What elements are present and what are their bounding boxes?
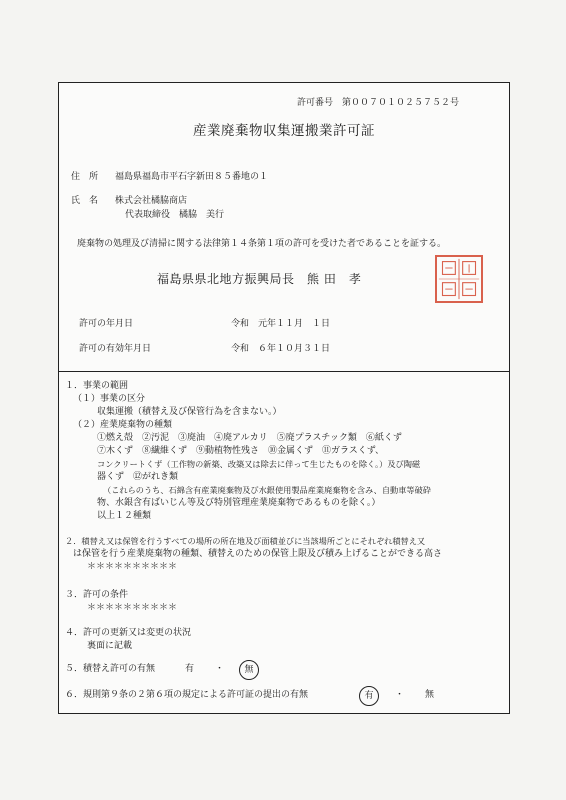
waste-types-note-2: 物、水銀含有ばいじん等及び特別管理産業廃棄物であるものを除く。） [97,498,381,508]
section6-no: 無 [425,690,435,700]
section5-heading: ５．積替え許可の有無 [65,664,156,674]
waste-types-total: 以上１２種類 [97,511,152,521]
address-value: 福島県福島市平石字新田８５番地の１ [115,172,269,182]
section3-heading: ３．許可の条件 [65,590,129,600]
address-label: 住 所 [71,172,99,182]
permit-date-label: 許可の年月日 [79,319,134,329]
section4-heading: ４．許可の更新又は変更の状況 [65,628,192,638]
section6-yes-circled: 有 [359,686,379,706]
representative-name: 代表取締役 橘脇 美行 [125,210,225,220]
section2-line-1: ２．積替え又は保管を行うすべての場所の所在地及び面積並びに当該場所ごとにそれぞれ積替え又 [65,536,426,546]
waste-types-note-1: （これらのうち、石綿含有産業廃棄物及び水銀使用製品産業廃棄物を含み、自動車等破砕 [103,485,431,495]
division-label: （１）事業の区分 [73,394,146,404]
section6-heading: ６．規則第９条の２第６項の規定による許可証の提出の有無 [65,690,309,700]
waste-types-line-1: ①燃え殻 ②汚泥 ③廃油 ④廃アルカリ ⑤廃プラスチック類 ⑥紙くず [97,433,402,443]
section2-value: ＊＊＊＊＊＊＊＊＊＊ [87,562,178,572]
waste-types-label: （２）産業廃棄物の種類 [73,420,173,430]
official-seal [435,255,483,303]
section2-line-2: は保管を行う産業廃棄物の種類、積替えのための保管上限及び積み上げることができる高さ [73,549,443,559]
division-value: 収集運搬（積替え及び保管行為を含まない。） [97,407,282,417]
waste-types-line-4: 器くず ⑫がれき類 [97,472,179,482]
section5-dot: ・ [215,664,225,674]
section3-value: ＊＊＊＊＊＊＊＊＊＊ [87,603,178,613]
waste-types-line-2: ⑦木くず ⑧繊維くず ⑨動植物性残さ ⑩金属くず ⑪ガラスくず、 [97,446,385,456]
company-name: 株式会社橘脇商店 [115,196,188,206]
certification-text: 廃棄物の処理及び清掃に関する法律第１４条第１項の許可を受けた者であることを証する。 [77,239,447,249]
section-divider [59,371,509,372]
permit-date-value: 令和 元年１１月 １日 [231,319,331,329]
section4-value: 裏面に記載 [87,641,133,651]
issuing-authority: 福島県県北地方振興局長 熊 田 孝 [157,272,362,286]
expiry-date-label: 許可の有効年月日 [79,344,152,354]
section5-no-circled: 無 [239,660,259,680]
scope-heading: １．事業の範囲 [65,381,129,391]
section5-yes: 有 [185,664,195,674]
waste-types-line-3: コンクリートくず（工作物の新築、改築又は除去に伴って生じたものを除く。）及び陶磁 [97,459,421,469]
section6-dot: ・ [395,690,405,700]
expiry-date-value: 令和 ６年１０月３１日 [231,344,331,354]
permit-number: 許可番号 第００７０１０２５７５２号 [297,98,460,108]
page-title: 産業廃棄物収集運搬業許可証 [193,123,375,139]
certificate-frame [58,82,510,714]
name-label: 氏 名 [71,196,99,206]
seal-mark [437,257,481,301]
